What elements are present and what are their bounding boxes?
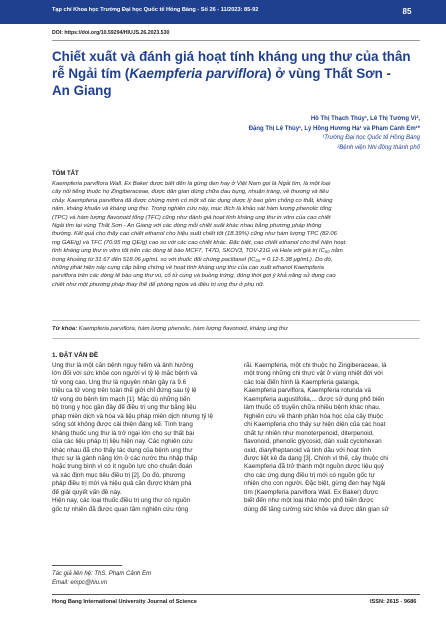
divider — [52, 338, 420, 339]
text-line: làm thuốc cổ truyền chữa nhiều bệnh khác nhau. — [244, 404, 381, 412]
text-line: thực sự là gánh nặng lớn ở các nước thu nhập thấp — [52, 454, 198, 462]
text-line: chảy. Kaempferia parviflora đã được chứng minh có một số tác dụng dược lý bao gồm chống co thắt, kháng — [52, 197, 333, 204]
text-line: và xác định mục tiêu điều trị [2]. Do đó, phương — [52, 471, 185, 479]
page-number: 85 — [402, 7, 412, 16]
text-line: khác nhau đã cho thấy tác dụng của bệnh ung thư — [52, 446, 193, 454]
text-line: Kaempferia parviflora Wall. Ex Baker được biết đến là gừng đen hay ở Việt Nam gọi là Ngải tím, là một loại — [52, 181, 331, 187]
text-line: của các liệu pháp trị liệu hiện nay. Các nghiên cứu — [52, 438, 193, 446]
text-line: nhiên cho con người. Đặc biệt, gừng đen hay Ngải — [244, 480, 386, 488]
text-line: pháp điều trị mới và hiệu quả cần được khám phá — [52, 480, 192, 488]
footer-issn: ISSN: 2615 - 9686 — [370, 599, 417, 605]
text-line: gốc tự nhiên đã được quan tâm nghiên cứu rộng — [52, 505, 189, 513]
title-species: Kaempferia parviflora — [129, 66, 268, 81]
text-line: Ngải tím tại vùng Thất Sơn - An Giang với các dòng mỗi chiết xuất khác nhau bằng phương pháp thông — [52, 223, 322, 230]
text-line: cây nổi tiếng thuộc họ Zingiberaceae, được dân gian dùng chữa đau bụng, nhuận tràng, về thương và tiêu — [52, 189, 329, 196]
footer-divider — [52, 594, 420, 595]
text-line: một trong những chi thực vật ở vùng nhiệt đới với — [244, 370, 383, 378]
text-line: Hiện nay, các loại thuốc điều trị ung thư có nguồn — [52, 497, 191, 505]
text-line: Kaempferia parviflora, Kaempferia rotunda và — [244, 387, 372, 395]
journal-header-bar — [0, 0, 446, 24]
affiliation-2: ²Bệnh viện Nhi đồng thành phố — [337, 144, 420, 151]
text-line: Kaempferia đã trở thành một nguồn dược liệu quý — [244, 463, 384, 471]
title-part-1: Chiết xuất và đánh giá hoạt tính kháng ung thư của thân rễ Ngải tím ( — [52, 49, 411, 81]
abstract-text — [52, 180, 422, 289]
text-line: (TPC) và hàm lượng flavonoid tổng (TFC) cũng như đánh giá hoạt tính kháng ung thư in vitro của cao chiết — [52, 214, 331, 221]
text-line: những phát hiện này cung cấp bằng chứng về hoạt tính kháng ung thư của cao xuất ethanol Kaempferia — [52, 265, 324, 272]
text-line: tử vong do bệnh tim mạch [1]. Mặc dù những tiến — [52, 395, 190, 403]
body-column-right — [244, 362, 420, 514]
corresponding-author: Tác giả liên hệ: ThS. Phạm Cảnh Em — [52, 571, 152, 577]
footer-journal-name: Hong Bang International University Journal of Science — [52, 599, 197, 605]
text-line: oxid, diarylheptanoid và tinh dầu với hoạt tính — [244, 446, 372, 454]
author-block — [140, 115, 420, 153]
corresponding-email[interactable]: Email: empc@hiu.vn — [52, 580, 108, 586]
text-line: được liệt kê đa dạng [3]. Chính vì thế, cây thuộc chi — [244, 454, 389, 462]
text-line: triệu ca tử vong trên toàn thế giới chỉ đứng sau tỷ lệ — [52, 387, 197, 395]
text-line: chiết như một phương pháp thay thế để phòng ngừa và điều trị ung thư ở phụ nữ. — [52, 281, 265, 288]
text-line: sống sót không được cải thiện đáng kể. Tình trạng — [52, 421, 193, 429]
journal-citation: Tạp chí Khoa học Trường Đại học Quốc tế Hồng Bàng - Số 26 - 11/2023: 85-92 — [52, 7, 259, 13]
text-line: dùng để tăng cường sức khỏe và được dân gian sử — [244, 505, 389, 513]
text-line: mg GAE/g) và TFC (70.95 mg QE/g) cao so với các cao chiết khác. Đặc biệt, cao chiết ethanol cho thể hiện hoạt — [52, 239, 346, 246]
keywords — [52, 326, 420, 332]
text-line: biết đến như một loại thảo mộc phổ biến được — [244, 497, 374, 505]
article-title — [52, 48, 412, 99]
text-line: hoặc trung bình vì có ít nguồn lực cho chuẩn đoán — [52, 463, 193, 471]
author-line-2: Đặng Thị Lệ Thủy¹, Lý Hồng Hương Hạ¹ và Phạm Cảnh Em¹* — [248, 125, 420, 132]
text-line: các loài điển hình là Kaempferia galanga, — [244, 378, 360, 386]
text-line: chi Kaempferia cho thấy sự hiện diện của các hoạt — [244, 421, 386, 429]
title-part-2: ) ở vùng Thất Sơn - An Giang — [52, 66, 392, 98]
section-heading: 1. ĐẶT VẤN ĐỀ — [52, 352, 99, 359]
text-line: tím (Kaempferia parviflora Wall. Ex Baker) được — [244, 488, 379, 496]
text-line: thường. Kết quả cho thấy cao chiết ethanol cho hiệu suất chiết tốt (18.39%) cũng như hàm lượng TPC (82.06 — [52, 231, 337, 238]
text-line: lớn đối với sức khỏe con người vì tỷ lệ mắc bệnh và — [52, 370, 198, 378]
text-line: rãi. Kaempferia, một chi thuộc họ Zingiberaceae, là — [244, 362, 387, 369]
text-line: trong khoảng từ 31.67 đến 518.06 μg/mL so với thuốc đối chứng paclitaxel (IC₅₀ = 0.12-5.38 μg/mL). Do đó, — [52, 256, 333, 263]
body-column-left — [52, 362, 228, 514]
abstract-label: TÓM TẮT — [52, 171, 79, 177]
author-line-1: Hồ Thị Thạch Thúy¹, Lê Thị Tường Vi², — [310, 116, 420, 122]
text-line: flavonoid, phenolic glycosid, dẫn xuất cyclohexan — [244, 438, 382, 446]
footnote-divider — [52, 565, 122, 566]
text-line: tử vong cao. Ung thư là nguyên nhân gây ra 9.6 — [52, 378, 187, 386]
keywords-text: Kaempferia parviflora, hàm lượng phenolic, hàm lượng flavonoid, kháng ung thư — [77, 326, 288, 332]
keywords-label: Từ khóa: — [52, 326, 78, 332]
text-line: parviflora trên các dòng tế bào ung thư vú, cổ tử cung và buồng trứng, đóng thời gợi ý khả năng sử dụng cao — [52, 273, 336, 280]
text-line: Kaempferia augustifolia,... được sử dụng phổ biến — [244, 395, 385, 403]
text-line: tính kháng ung thư in vitro tốt trên các dòng tế bào MCF7, T47D, SKOV3, TOV-21G và Hela với giá trị IC₅₀ nằm — [52, 248, 343, 255]
text-line: Nghiên cứu về thành phần hóa học của cây thuộc — [244, 412, 383, 420]
divider — [52, 40, 420, 41]
divider — [52, 320, 420, 321]
text-line: chất tự nhiên như monoterpenoid, diterpenoid, — [244, 429, 374, 437]
text-line: bộ trong y học gần đây để điều trị ung thư bằng liệu — [52, 404, 197, 412]
affiliation-1: ¹Trường Đại học Quốc tế Hồng Bàng — [322, 135, 420, 141]
text-line: pháp miễn dịch và hóa và liệu pháp miễn dịch nhưng tỷ lệ — [52, 412, 214, 420]
text-line: nấm, kháng khuẩn và kháng ung thư. Trong nghiên cứu này, mục đích là khảo sát hàm lượng phenolic tổng — [52, 206, 332, 213]
doi-link[interactable]: DOI: https://doi.org/10.59294/HIUJS.26.2023.530 — [52, 30, 170, 36]
corresponding-author-note — [52, 570, 151, 588]
text-line: để giải quyết vấn đề này. — [52, 488, 122, 496]
text-line: kháng thuốc ung thư là trở ngại lớn cho sự thất bại — [52, 429, 195, 437]
text-line: Ung thư là một căn bệnh nguy hiểm và ảnh hưởng — [52, 362, 194, 369]
text-line: cho các ứng dụng điều trị mới có nguồn gốc tự — [244, 471, 375, 479]
